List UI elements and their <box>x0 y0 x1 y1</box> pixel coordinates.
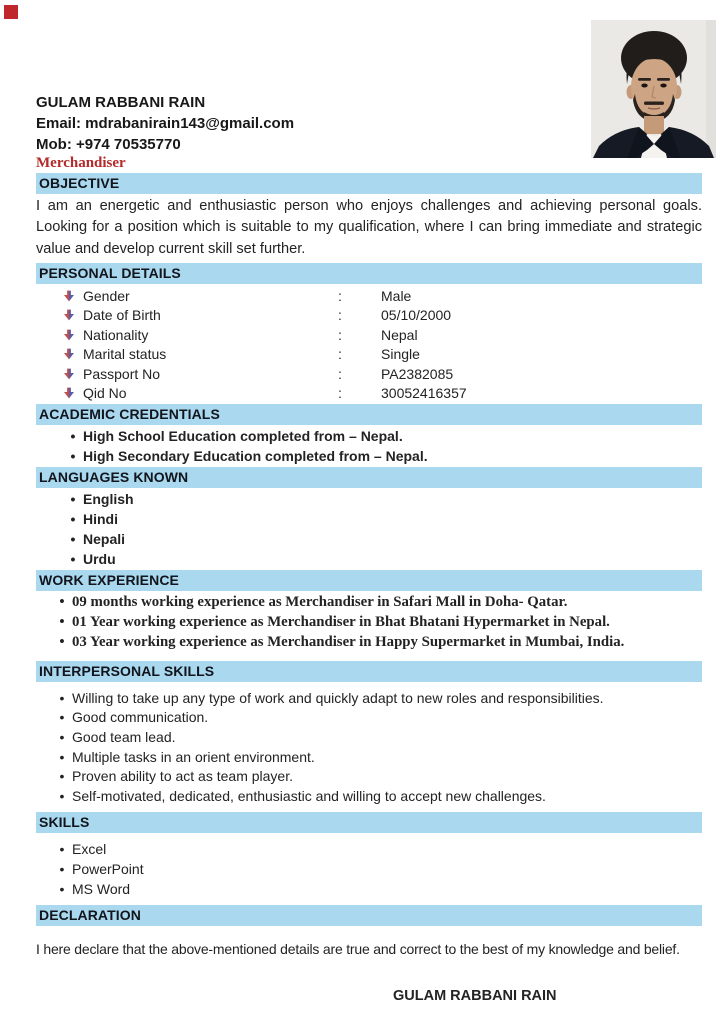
down-arrow-bullet-icon <box>63 309 75 321</box>
interpersonal-item-text: Proven ability to act as team player. <box>72 768 293 785</box>
bullet-dot: • <box>59 841 65 858</box>
bullet-dot: • <box>59 787 65 804</box>
bullet-dot: • <box>59 861 65 878</box>
personal-detail-row <box>36 305 702 325</box>
list-item <box>36 549 702 569</box>
detail-separator: : <box>338 346 342 363</box>
detail-separator: : <box>338 365 342 382</box>
detail-value: Male <box>381 287 412 304</box>
list-item <box>36 748 702 768</box>
personal-detail-row <box>36 325 702 345</box>
personal-detail-row <box>36 383 702 403</box>
work-item-text: 09 months working experience as Merchandiser in Safari Mall in Doha- Qatar. <box>72 593 568 610</box>
candidate-photo <box>591 20 716 158</box>
language-item-text: English <box>83 490 134 507</box>
detail-label: Qid No <box>83 385 127 402</box>
work-item-text: 03 Year working experience as Merchandiser in Happy Supermarket in Mumbai, India. <box>72 633 625 650</box>
section-heading-declaration: DECLARATION <box>36 905 702 926</box>
academic-item-text: High School Education completed from – Nepal. <box>83 427 403 444</box>
list-item <box>36 612 702 632</box>
list-item <box>36 446 702 466</box>
interpersonal-list <box>36 689 702 807</box>
red-corner-mark <box>4 5 18 19</box>
detail-separator: : <box>338 307 342 324</box>
list-item <box>36 839 702 859</box>
list-item <box>36 879 702 899</box>
detail-label: Gender <box>83 287 130 304</box>
bullet-dot: • <box>59 768 65 785</box>
skill-item-text: Excel <box>72 841 107 858</box>
bullet-dot: • <box>59 633 65 650</box>
bullet-dot: • <box>70 447 76 464</box>
list-item <box>36 787 702 807</box>
detail-label: Marital status <box>83 346 167 363</box>
down-arrow-bullet-icon <box>63 290 75 302</box>
detail-label: Passport No <box>83 365 161 382</box>
skill-item-text: MS Word <box>72 881 131 898</box>
language-item-text: Hindi <box>83 510 118 527</box>
list-item <box>36 708 702 728</box>
academic-item-text: High Secondary Education completed from – Nepal. <box>83 447 428 464</box>
list-item <box>36 689 702 709</box>
personal-detail-row <box>36 286 702 306</box>
skills-list <box>36 839 702 899</box>
email-line: Email: mdrabanirain143@gmail.com <box>36 115 295 132</box>
detail-separator: : <box>338 385 342 402</box>
personal-details-list <box>36 286 702 403</box>
detail-value: PA2382085 <box>381 365 454 382</box>
interpersonal-item-text: Multiple tasks in an orient environment. <box>72 748 315 765</box>
detail-value: 05/10/2000 <box>381 307 452 324</box>
down-arrow-bullet-icon <box>63 387 75 399</box>
language-item-text: Nepali <box>83 530 126 547</box>
detail-separator: : <box>338 287 342 304</box>
work-experience-list <box>36 592 702 652</box>
interpersonal-item-text: Good team lead. <box>72 729 176 746</box>
candidate-name: GULAM RABBANI RAIN <box>36 94 206 111</box>
section-heading-interpersonal: INTERPERSONAL SKILLS <box>36 661 702 682</box>
section-heading-objective: OBJECTIVE <box>36 173 702 194</box>
list-item <box>36 529 702 549</box>
bullet-dot: • <box>59 593 65 610</box>
list-item <box>36 767 702 787</box>
personal-detail-row <box>36 364 702 384</box>
section-heading-skills: SKILLS <box>36 812 702 833</box>
interpersonal-item-text: Self-motivated, dedicated, enthusiastic and willing to accept new challenges. <box>72 787 546 804</box>
bullet-dot: • <box>59 709 65 726</box>
bullet-dot: • <box>59 881 65 898</box>
list-item <box>36 859 702 879</box>
list-item <box>36 509 702 529</box>
down-arrow-bullet-icon <box>63 368 75 380</box>
bullet-dot: • <box>59 729 65 746</box>
section-heading-languages: LANGUAGES KNOWN <box>36 467 702 488</box>
bullet-dot: • <box>70 530 76 547</box>
list-item <box>36 426 702 446</box>
bullet-dot: • <box>59 689 65 706</box>
languages-list <box>36 489 702 569</box>
detail-value: Nepal <box>381 326 418 343</box>
section-heading-work-experience: WORK EXPERIENCE <box>36 570 702 591</box>
language-item-text: Urdu <box>83 550 116 567</box>
bullet-dot: • <box>70 510 76 527</box>
declaration-text: I here declare that the above-mentioned details are true and correct to the best of my knowledge and belief. <box>36 941 680 958</box>
bullet-dot: • <box>70 550 76 567</box>
interpersonal-item-text: Willing to take up any type of work and quickly adapt to new roles and responsibilities. <box>72 689 604 706</box>
interpersonal-item-text: Good communication. <box>72 709 209 726</box>
list-item <box>36 632 702 652</box>
section-heading-personal-details: PERSONAL DETAILS <box>36 263 702 284</box>
list-item <box>36 728 702 748</box>
detail-value: 30052416357 <box>381 385 467 402</box>
detail-value: Single <box>381 346 420 363</box>
down-arrow-bullet-icon <box>63 329 75 341</box>
work-item-text: 01 Year working experience as Merchandiser in Bhat Bhatani Hypermarket in Nepal. <box>72 613 610 630</box>
objective-text: I am an energetic and enthusiastic person who enjoys challenges and achieving personal goals. Looking for a position which is suitable to my qualification, where I can bring immediate and strategic value and develop current skill set further. <box>36 198 702 257</box>
bullet-dot: • <box>70 490 76 507</box>
signature-name: GULAM RABBANI RAIN <box>393 988 557 1005</box>
list-item <box>36 489 702 509</box>
detail-separator: : <box>338 326 342 343</box>
bullet-dot: • <box>70 427 76 444</box>
personal-detail-row <box>36 344 702 364</box>
bullet-dot: • <box>59 613 65 630</box>
detail-label: Date of Birth <box>83 307 161 324</box>
role-title: Merchandiser <box>36 155 126 171</box>
mobile-line: Mob: +974 70535770 <box>36 136 181 153</box>
down-arrow-bullet-icon <box>63 348 75 360</box>
section-heading-academic: ACADEMIC CREDENTIALS <box>36 404 702 425</box>
detail-label: Nationality <box>83 326 149 343</box>
list-item <box>36 592 702 612</box>
bullet-dot: • <box>59 748 65 765</box>
skill-item-text: PowerPoint <box>72 861 144 878</box>
portrait-illustration <box>591 20 716 158</box>
academic-list <box>36 426 702 466</box>
